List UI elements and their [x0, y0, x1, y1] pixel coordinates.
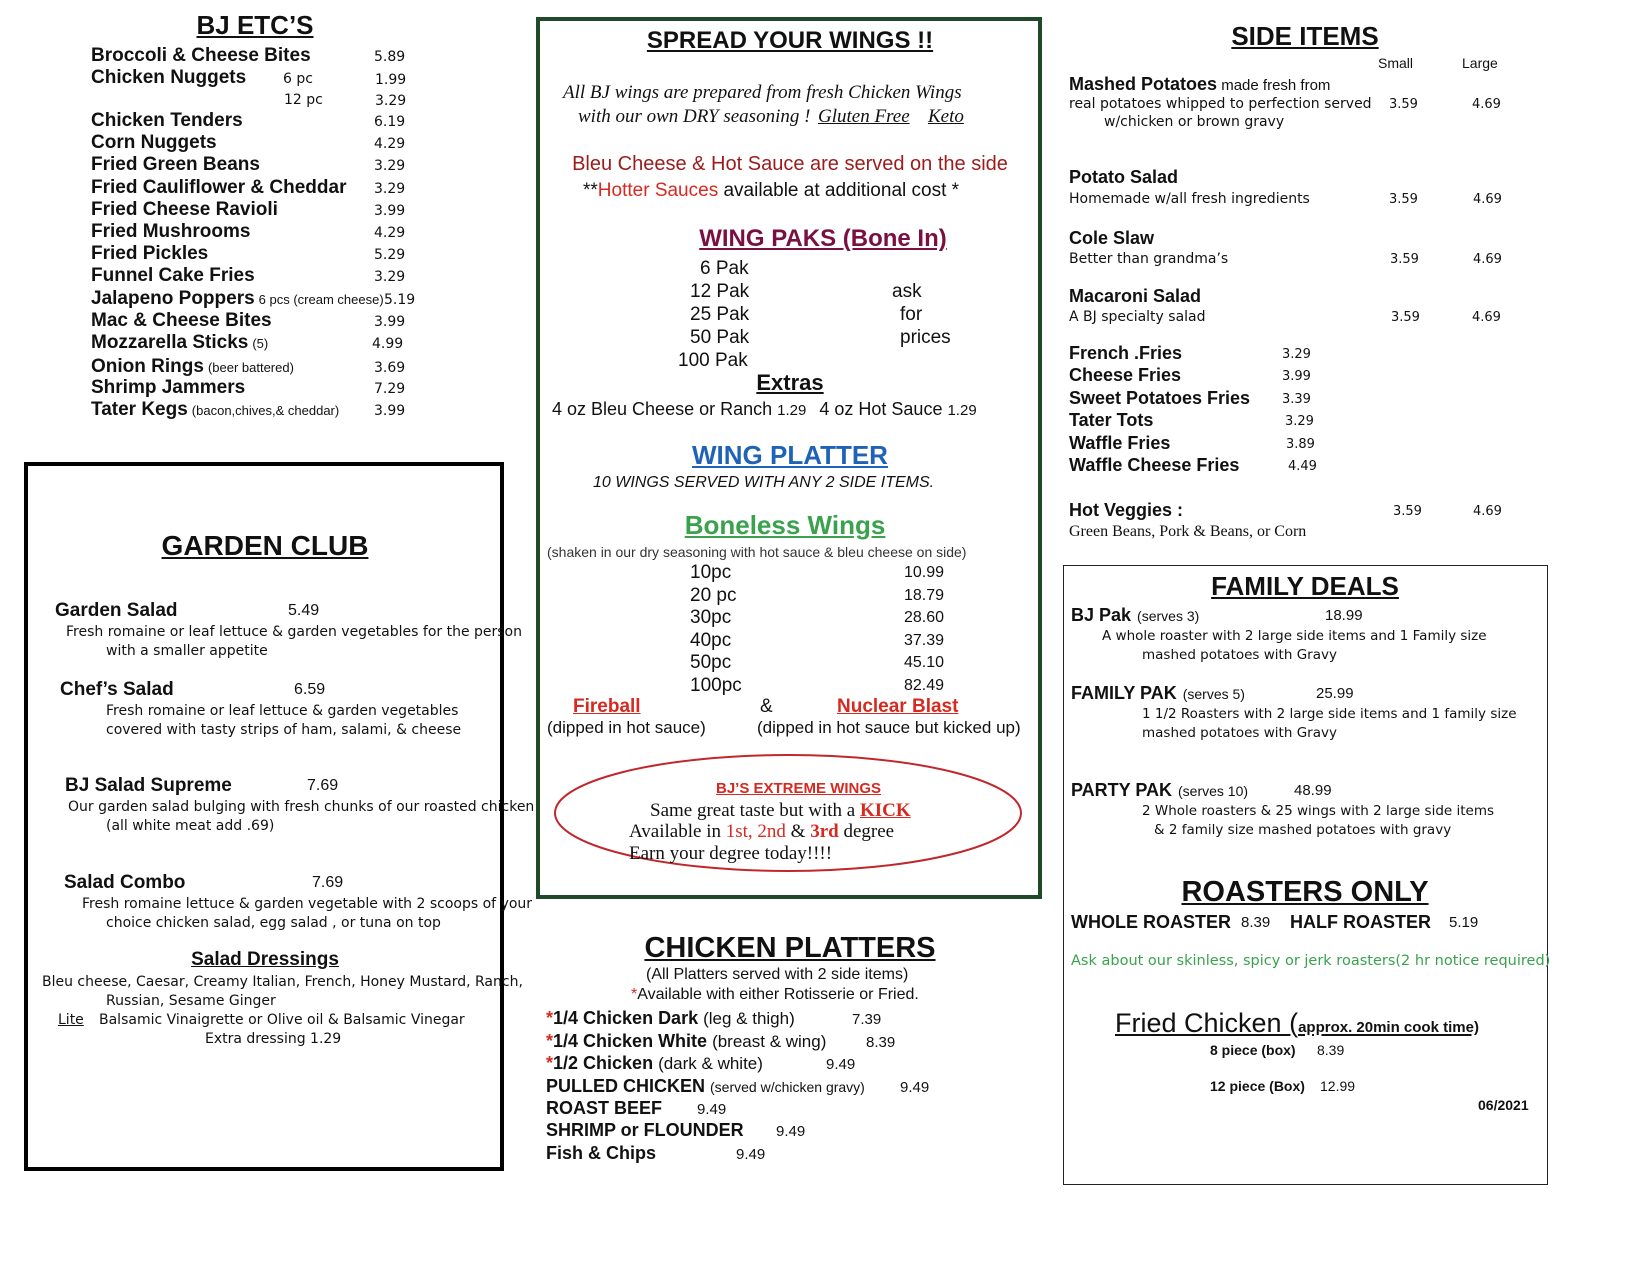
boneless-title: Boneless Wings — [684, 510, 886, 540]
garden-salad-desc-2: with a smaller appetite — [106, 643, 268, 659]
nuclear-label: Nuclear Blast — [837, 696, 959, 717]
etc-item-line — [91, 356, 294, 378]
chefs-salad-desc: Fresh romaine or leaf lettuce & garden vegetables — [106, 703, 459, 719]
salad-combo-name: Salad Combo — [64, 872, 186, 893]
platter-item — [546, 1098, 662, 1119]
hot-veggies-small: 3.59 — [1393, 504, 1422, 519]
wing-pak-item: 12 Pak — [690, 281, 750, 302]
family-deal-desc: 2 Whole roasters & 25 wings with 2 large side items — [1142, 803, 1495, 819]
fries-item-price: 4.49 — [1288, 459, 1317, 474]
wing-pak-item: 100 Pak — [678, 350, 748, 371]
etc-item-price: 4.99 — [372, 336, 404, 352]
family-deal-serves: (serves 5) — [1182, 686, 1245, 702]
whole-roaster-price: 8.39 — [1241, 914, 1271, 931]
extreme-amp: & — [785, 821, 811, 842]
platter-price: 7.39 — [852, 1011, 882, 1028]
fried-12-label: 12 piece (Box) — [1210, 1078, 1305, 1094]
dressings-extra: Extra dressing 1.29 — [205, 1031, 342, 1047]
extreme-degree-1: 1st, 2nd — [725, 821, 786, 842]
family-deal-serves: (serves 3) — [1137, 608, 1200, 624]
hot-veggies-desc: Green Beans, Pork & Beans, or Corn — [1069, 523, 1307, 540]
ask-word: ask — [892, 281, 922, 302]
salad-combo-desc: Fresh romaine lettuce & garden vegetable with 2 scoops of your — [82, 896, 533, 912]
mashed-potatoes-small: 3.59 — [1389, 97, 1418, 112]
boneless-size: 40pc — [690, 629, 732, 651]
platter-price: 9.49 — [900, 1079, 930, 1096]
wing-pak-item: 25 Pak — [690, 304, 750, 325]
family-deal-desc-2: mashed potatoes with Gravy — [1142, 647, 1337, 663]
salad-supreme-price: 7.69 — [307, 777, 339, 794]
fries-item-price: 3.99 — [1282, 369, 1311, 385]
etc-variant-size: 12 pc — [284, 92, 323, 108]
platters-sub-2-text: Available with either Rotisserie or Fried. — [637, 986, 919, 1003]
platter-item — [546, 1008, 795, 1029]
platter-price: 9.49 — [776, 1123, 806, 1140]
boneless-price: 18.79 — [904, 586, 945, 604]
fried-8-label: 8 piece (box) — [1210, 1042, 1296, 1058]
etc-item-line — [91, 288, 384, 310]
etc-item-name: Jalapeno Poppers — [91, 288, 255, 309]
family-deal-price: 18.99 — [1325, 607, 1363, 624]
platter-price: 8.39 — [866, 1034, 896, 1051]
mashed-potatoes-name: Mashed Potatoes — [1069, 74, 1218, 94]
garden-club-title: GARDEN CLUB — [161, 530, 369, 561]
etc-item-name: Corn Nuggets — [91, 132, 217, 153]
extreme-degree-3: 3rd — [810, 821, 839, 842]
family-deal-price: 48.99 — [1294, 782, 1332, 799]
platter-name: ROAST BEEF — [546, 1098, 663, 1118]
etc-item-line — [91, 399, 339, 421]
platter-star: * — [546, 1008, 554, 1028]
wing-pak-item: 50 Pak — [690, 327, 750, 348]
platter-price: 9.49 — [826, 1056, 856, 1073]
garden-salad-name: Garden Salad — [55, 600, 178, 621]
boneless-price: 45.10 — [904, 654, 945, 672]
extreme-kick: KICK — [860, 800, 911, 821]
fried-12-price: 12.99 — [1320, 1078, 1356, 1094]
macaroni-salad-name: Macaroni Salad — [1069, 286, 1202, 306]
etc-item-price: 7.29 — [374, 381, 406, 397]
extreme-line-2 — [629, 821, 894, 843]
boneless-price: 37.39 — [904, 631, 945, 649]
platter-name: Fish & Chips — [546, 1143, 657, 1163]
salad-supreme-name: BJ Salad Supreme — [65, 775, 232, 796]
hotter-prefix: ** — [583, 180, 598, 201]
family-deal-serves: (serves 10) — [1178, 783, 1249, 799]
etc-item-price: 3.99 — [374, 203, 406, 219]
platter-name: SHRIMP or FLOUNDER — [546, 1120, 744, 1140]
etc-item-name: Fried Green Beans — [91, 154, 260, 175]
boneless-price: 82.49 — [904, 677, 945, 694]
chefs-salad-desc-2: covered with tasty strips of ham, salami, & cheese — [106, 722, 462, 738]
mashed-potatoes-desc-2: w/chicken or brown gravy — [1104, 114, 1285, 130]
family-deal-desc-2: mashed potatoes with Gravy — [1142, 725, 1337, 741]
salad-supreme-desc-2: (all white meat add .69) — [106, 818, 275, 834]
chefs-salad-name: Chef’s Salad — [60, 679, 174, 700]
family-deal-name: PARTY PAK — [1071, 780, 1173, 800]
wings-title: SPREAD YOUR WINGS !! — [646, 27, 934, 54]
potato-salad-desc: Homemade w/all fresh ingredients — [1069, 191, 1310, 207]
platter-star: * — [546, 1031, 554, 1051]
etc-item-name: Mozzarella Sticks — [91, 332, 249, 353]
potato-salad-small: 3.59 — [1389, 192, 1418, 207]
family-deal-name: BJ Pak — [1071, 605, 1132, 625]
extreme-line-3: Earn your degree today!!!! — [629, 843, 833, 864]
chefs-salad-price: 6.59 — [294, 681, 326, 698]
extras-hot: 4 oz Hot Sauce — [819, 399, 943, 419]
fries-item-price: 3.39 — [1282, 391, 1311, 407]
etc-item-price: 4.29 — [374, 225, 406, 241]
nuclear-desc: (dipped in hot sauce but kicked up) — [757, 718, 1021, 737]
garden-salad-desc: Fresh romaine or leaf lettuce & garden vegetables for the person — [66, 624, 522, 640]
etc-item-name: Fried Pickles — [91, 243, 209, 264]
boneless-desc: (shaken in our dry seasoning with hot sauce & bleu cheese on side) — [547, 544, 967, 560]
platter-name: 1/4 Chicken Dark — [553, 1008, 699, 1028]
prices-word: prices — [900, 327, 951, 348]
platter-note: (leg & thigh) — [703, 1009, 795, 1028]
salad-supreme-desc: Our garden salad bulging with fresh chunks of our roasted chicken — [68, 799, 535, 815]
mashed-potatoes-inline: made fresh from — [1217, 77, 1331, 94]
family-deal-name-line — [1071, 780, 1248, 801]
family-deal-desc: 1 1/2 Roasters with 2 large side items and 1 family size — [1142, 706, 1517, 722]
etc-item-name: Shrimp Jammers — [91, 377, 246, 398]
boneless-size: 20 pc — [690, 584, 737, 606]
half-roaster-label: HALF ROASTER — [1290, 912, 1431, 932]
hotter-word: Hotter Sauces — [597, 180, 719, 201]
etc-item-note: 6 pcs (cream cheese) — [258, 292, 384, 307]
hot-veggies-name: Hot Veggies : — [1069, 500, 1184, 520]
garden-club-box — [24, 462, 504, 1171]
mashed-potatoes-large: 4.69 — [1472, 97, 1501, 112]
etc-variant-size: 6 pc — [283, 71, 313, 87]
fries-item-name: Waffle Cheese Fries — [1069, 455, 1240, 475]
whole-roaster-label: WHOLE ROASTER — [1071, 912, 1231, 932]
etc-item-name: Funnel Cake Fries — [91, 265, 255, 286]
gluten-free-tag: Gluten Free — [818, 106, 910, 127]
platter-item — [546, 1120, 744, 1141]
etc-item-name: Mac & Cheese Bites — [91, 310, 272, 331]
platter-item — [546, 1076, 865, 1097]
macaroni-salad-small: 3.59 — [1391, 310, 1420, 325]
platters-title: CHICKEN PLATTERS — [644, 932, 936, 964]
cole-slaw-desc: Better than grandma’s — [1069, 251, 1229, 267]
boneless-size: 100pc — [690, 675, 742, 696]
etc-item-price: 5.19 — [384, 292, 416, 308]
salad-combo-price: 7.69 — [312, 874, 344, 891]
fries-item-name: Sweet Potatoes Fries — [1069, 387, 1251, 408]
platter-star: * — [546, 1053, 554, 1073]
extras-bleu: 4 oz Bleu Cheese or Ranch — [552, 399, 773, 419]
macaroni-salad-large: 4.69 — [1472, 310, 1501, 325]
dressings-lite-text: Balsamic Vinaigrette or Olive oil & Balsamic Vinegar — [99, 1012, 465, 1028]
sauce-note: Bleu Cheese & Hot Sauce are served on the side — [572, 153, 1008, 175]
potato-salad-name: Potato Salad — [1069, 167, 1179, 187]
etc-item-price: 3.99 — [374, 403, 406, 419]
platter-item — [546, 1031, 826, 1052]
etc-item-name: Chicken Nuggets — [91, 67, 247, 88]
platter-note: (served w/chicken gravy) — [710, 1079, 865, 1095]
for-word: for — [900, 304, 923, 325]
extras-title: Extras — [756, 370, 824, 395]
wing-paks-title: WING PAKS (Bone In) — [699, 225, 947, 252]
platter-note: (dark & white) — [658, 1054, 763, 1073]
dressings-title: Salad Dressings — [191, 949, 339, 970]
wing-platter-desc: 10 WINGS SERVED WITH ANY 2 SIDE ITEMS. — [593, 474, 935, 491]
fries-item-price: 3.29 — [1285, 414, 1314, 430]
col-small: Small — [1378, 55, 1414, 71]
boneless-size: 10pc — [690, 562, 732, 583]
etc-item-note: (5) — [252, 336, 269, 351]
cole-slaw-small: 3.59 — [1390, 252, 1419, 267]
fries-item-name: Cheese Fries — [1069, 365, 1182, 386]
fried-chicken-title — [1115, 1008, 1479, 1039]
etc-item-name: Fried Cheese Ravioli — [91, 199, 278, 220]
fireball-label: Fireball — [573, 696, 641, 717]
fried-8-price: 8.39 — [1317, 1042, 1345, 1058]
family-deal-price: 25.99 — [1316, 685, 1354, 702]
fries-item-name: Waffle Fries — [1069, 432, 1171, 453]
wings-intro-1: All BJ wings are prepared from fresh Chicken Wings — [563, 82, 962, 103]
menu-date: 06/2021 — [1478, 1097, 1529, 1113]
etc-item-name: Fried Cauliflower & Cheddar — [91, 177, 347, 198]
etc-item-name: Onion Rings — [91, 356, 204, 377]
wing-platter-title: WING PLATTER — [692, 440, 888, 470]
extreme-line-2-b: degree — [838, 821, 895, 842]
macaroni-salad-desc: A BJ specialty salad — [1069, 309, 1206, 325]
platter-note: (breast & wing) — [712, 1032, 827, 1051]
platter-item — [546, 1143, 656, 1164]
family-deal-desc-2: & 2 family size mashed potatoes with gravy — [1154, 822, 1452, 838]
wing-pak-item: 6 Pak — [700, 258, 749, 279]
etc-item-note: (beer battered) — [207, 360, 294, 375]
boneless-size: 30pc — [690, 607, 732, 629]
extreme-title: BJ’S EXTREME WINGS — [716, 780, 882, 797]
platter-price: 9.49 — [697, 1101, 727, 1118]
platters-sub-2 — [631, 986, 919, 1004]
boneless-price: 10.99 — [904, 564, 945, 581]
etc-variant-price: 1.99 — [375, 72, 407, 88]
mashed-potatoes-line — [1069, 74, 1330, 95]
etc-item-name: Fried Mushrooms — [91, 221, 251, 242]
family-deal-name-line — [1071, 683, 1245, 704]
dressings-line-2: Russian, Sesame Ginger — [106, 993, 276, 1009]
family-deal-name-line — [1071, 605, 1199, 626]
potato-salad-large: 4.69 — [1473, 192, 1502, 207]
etc-item-price: 4.29 — [374, 136, 406, 152]
extras-bleu-price: 1.29 — [777, 402, 807, 419]
dressings-lite-label: Lite — [58, 1012, 84, 1028]
etc-item-name: Tater Kegs — [91, 399, 188, 420]
salad-combo-desc-2: choice chicken salad, egg salad , or tuna on top — [106, 915, 441, 931]
family-deal-name: FAMILY PAK — [1071, 683, 1177, 703]
boneless-size: 50pc — [690, 652, 732, 674]
etc-item-price: 5.29 — [374, 247, 406, 263]
half-roaster-price: 5.19 — [1449, 914, 1479, 931]
etc-item-name: Chicken Tenders — [91, 110, 243, 131]
fries-item-name: Tater Tots — [1069, 410, 1154, 431]
mashed-potatoes-desc: real potatoes whipped to perfection served — [1069, 96, 1372, 112]
cole-slaw-name: Cole Slaw — [1069, 228, 1155, 248]
fireball-desc: (dipped in hot sauce) — [547, 718, 706, 737]
etc-item-price: 3.29 — [374, 269, 406, 285]
extreme-line-2-a: Available in — [629, 821, 726, 842]
etc-item-note: (bacon,chives,& cheddar) — [191, 403, 340, 418]
bj-etcs-title: BJ ETC’S — [196, 10, 314, 40]
extreme-line-1 — [650, 800, 911, 822]
cole-slaw-large: 4.69 — [1473, 252, 1502, 267]
etc-variant-price: 3.29 — [375, 93, 407, 109]
hot-veggies-large: 4.69 — [1473, 504, 1502, 519]
fried-chicken-note: approx. 20min cook time) — [1298, 1019, 1479, 1036]
etc-item-price: 5.89 — [374, 49, 406, 65]
etc-item-price: 3.29 — [374, 158, 406, 174]
fries-item-price: 3.89 — [1286, 436, 1315, 452]
wings-intro-2: with our own DRY seasoning ! — [578, 106, 811, 127]
etc-item-price: 6.19 — [374, 114, 406, 130]
roasters-title: ROASTERS ONLY — [1181, 876, 1429, 908]
col-large: Large — [1462, 55, 1498, 71]
etc-item-price: 3.29 — [374, 181, 406, 197]
platter-name: PULLED CHICKEN — [546, 1076, 706, 1096]
hotter-note — [583, 180, 959, 202]
dressings-line-1: Bleu cheese, Caesar, Creamy Italian, French, Honey Mustard, Ranch, — [42, 974, 523, 990]
garden-salad-price: 5.49 — [288, 602, 320, 619]
etc-item-price: 3.99 — [374, 314, 406, 330]
platters-sub-2-star: * — [631, 986, 638, 1003]
fried-chicken-title-text: Fried Chicken ( — [1115, 1008, 1299, 1038]
fries-item-name: French .Fries — [1069, 343, 1183, 363]
fireball-amp: & — [760, 696, 773, 717]
platter-price: 9.49 — [736, 1146, 766, 1163]
extras-line — [552, 399, 977, 420]
roaster-ask-note: Ask about our skinless, spicy or jerk roasters(2 hr notice required) — [1071, 953, 1551, 969]
hotter-rest: available at additional cost * — [718, 180, 960, 201]
family-deal-desc: A whole roaster with 2 large side items and 1 Family size — [1102, 628, 1487, 644]
platter-name: 1/4 Chicken White — [553, 1031, 708, 1051]
etc-item-line — [91, 332, 268, 354]
platter-name: 1/2 Chicken — [553, 1053, 654, 1073]
platter-item — [546, 1053, 763, 1074]
side-items-title: SIDE ITEMS — [1231, 21, 1379, 51]
etc-item-price: 3.69 — [374, 360, 406, 376]
boneless-price: 28.60 — [904, 609, 945, 627]
family-deals-title: FAMILY DEALS — [1211, 571, 1399, 601]
platters-sub-1: (All Platters served with 2 side items) — [646, 966, 909, 983]
etc-item-name: Broccoli & Cheese Bites — [91, 45, 311, 66]
keto-tag: Keto — [928, 106, 964, 127]
extreme-line-1-text: Same great taste but with a — [650, 800, 860, 821]
extras-hot-price: 1.29 — [947, 402, 977, 419]
fries-item-price: 3.29 — [1282, 347, 1311, 362]
